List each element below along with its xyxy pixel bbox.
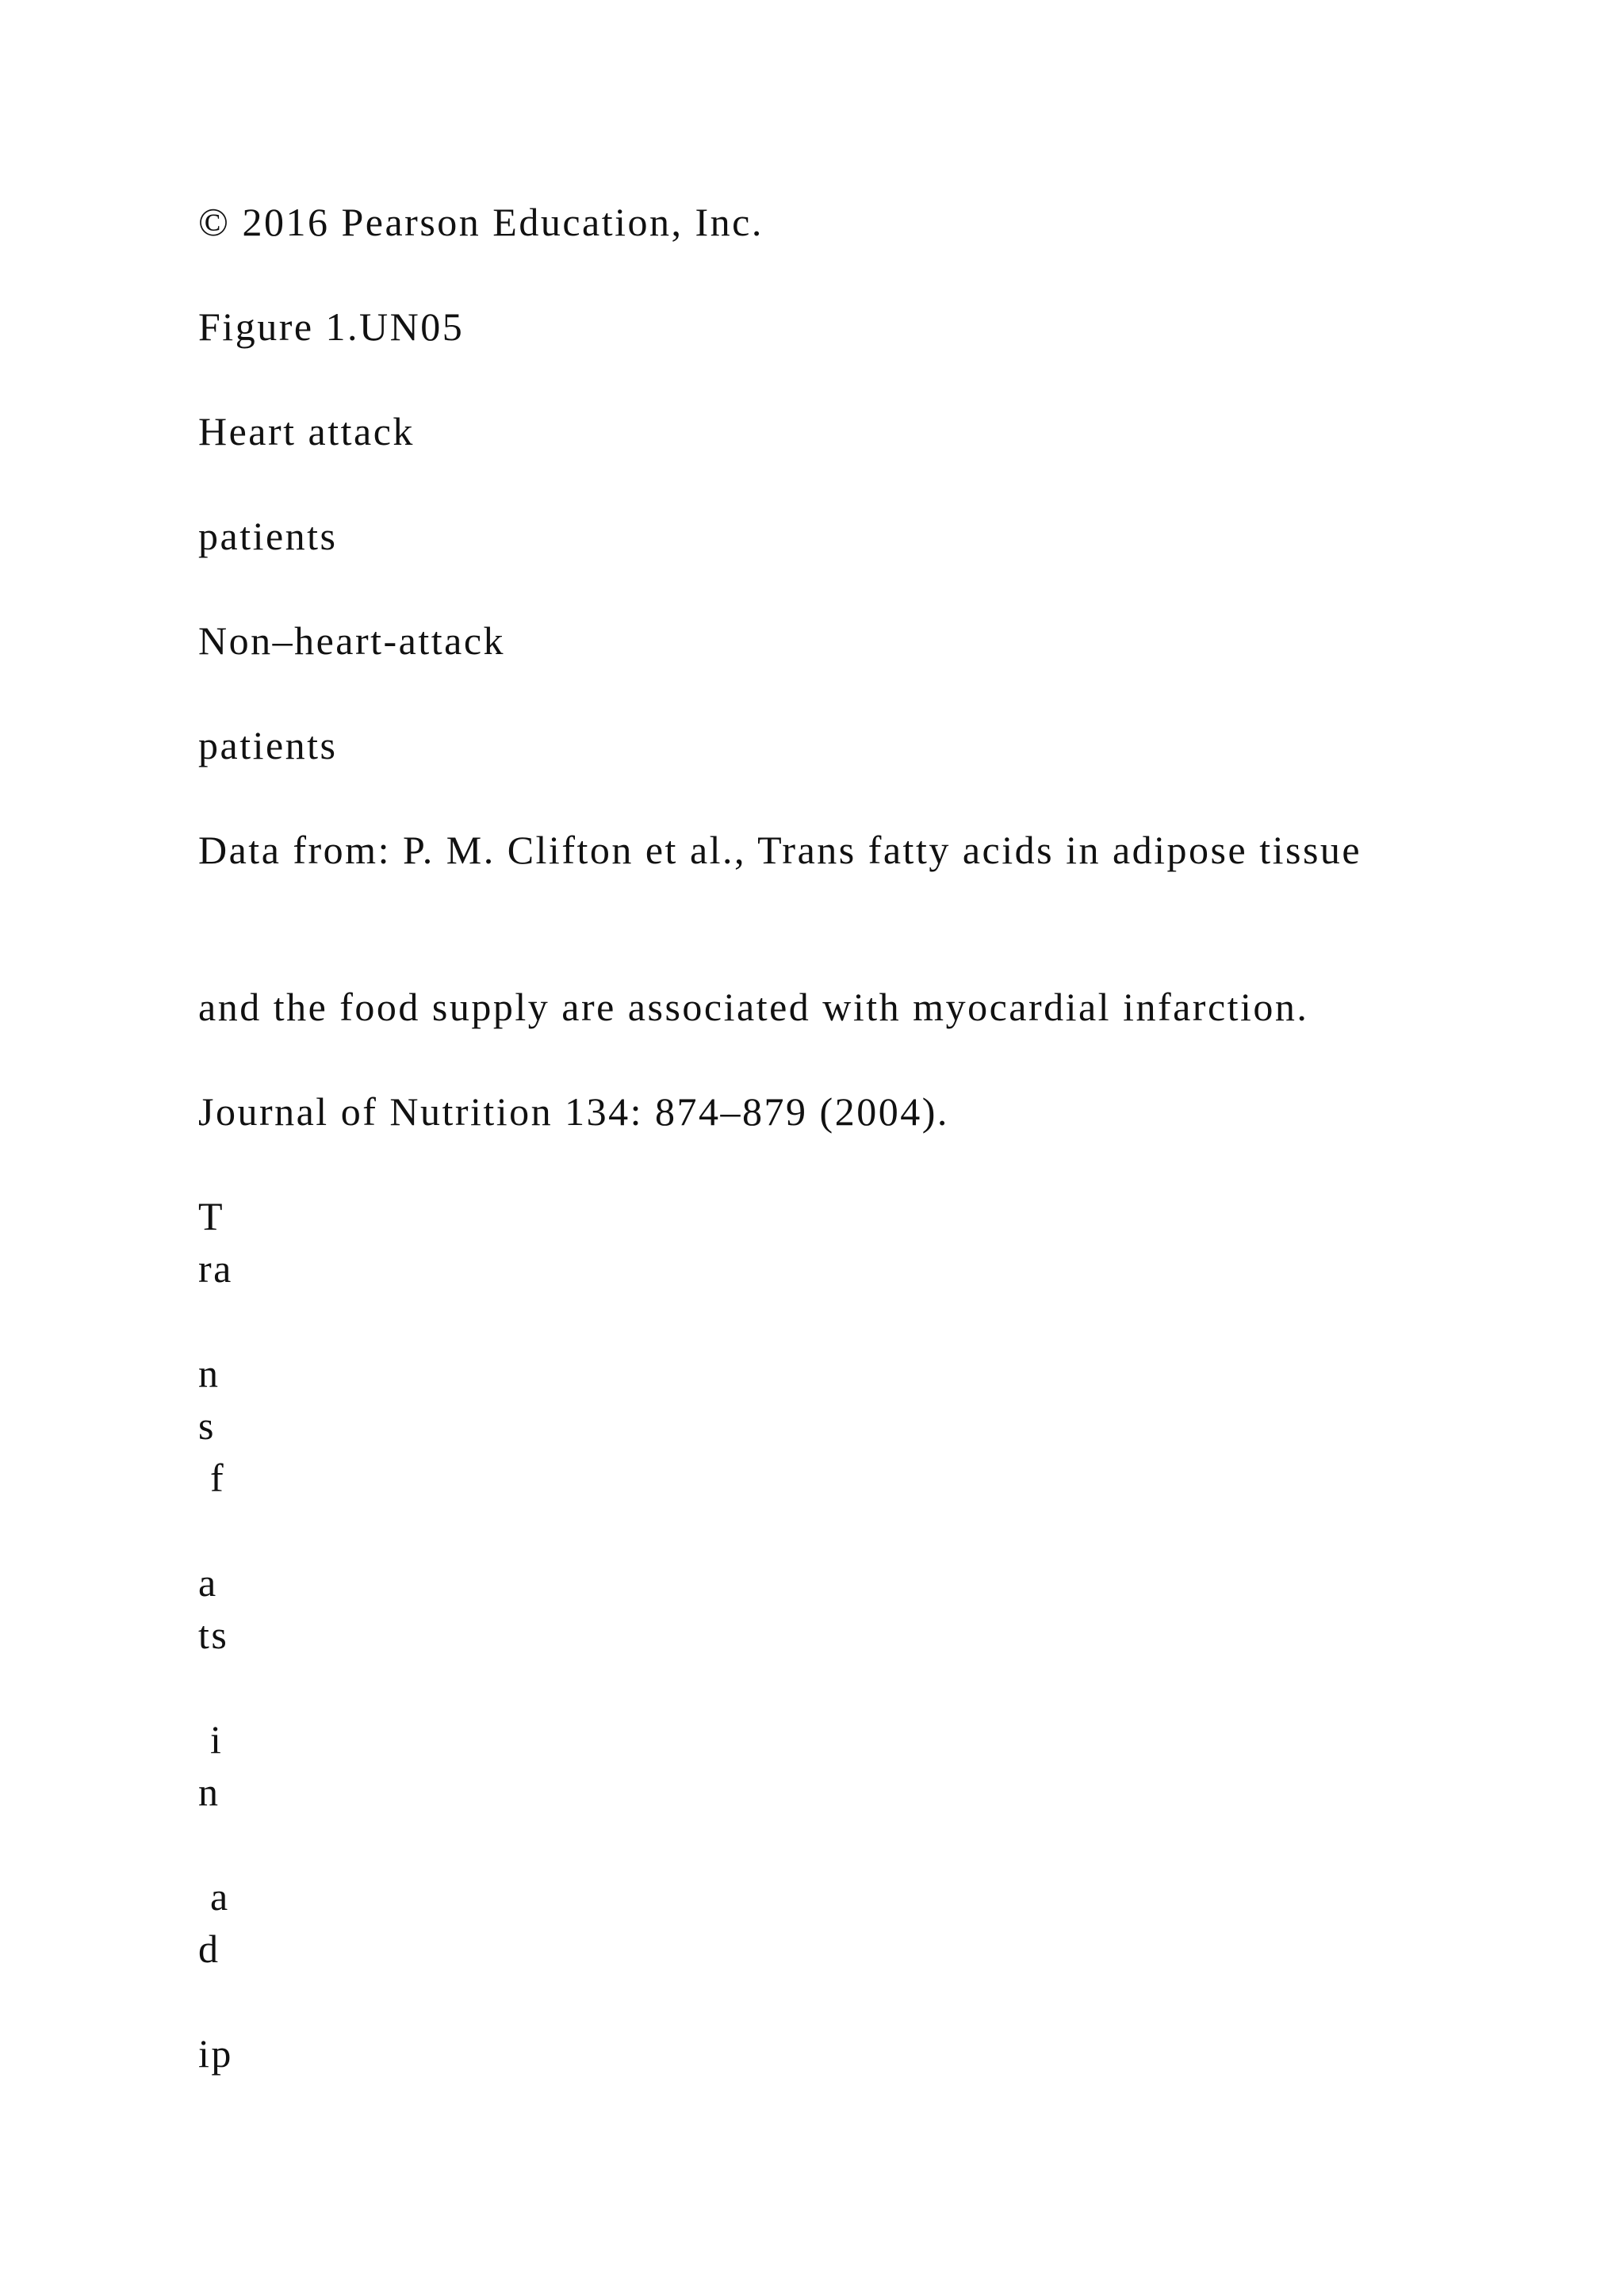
vertical-fragment: f bbox=[198, 1456, 226, 1500]
non-heart-attack-label-line2: patients bbox=[198, 723, 338, 767]
vertical-fragment: n bbox=[198, 1770, 220, 1814]
vertical-fragment: s bbox=[198, 1403, 216, 1448]
heart-attack-label-line1: Heart attack bbox=[198, 409, 415, 453]
vertical-fragment: a bbox=[198, 1874, 230, 1919]
vertical-fragment: d bbox=[198, 1927, 220, 1971]
vertical-fragment: T bbox=[198, 1194, 225, 1238]
heart-attack-label-line2: patients bbox=[198, 514, 338, 558]
figure-label: Figure 1.UN05 bbox=[198, 304, 465, 349]
source-citation-line3: Journal of Nutrition 134: 874–879 (2004). bbox=[198, 1089, 949, 1134]
copyright-line: © 2016 Pearson Education, Inc. bbox=[198, 200, 764, 244]
vertical-fragment: i bbox=[198, 1717, 224, 1762]
vertical-fragment: ip bbox=[198, 2031, 233, 2076]
vertical-fragment: a bbox=[198, 1560, 218, 1605]
vertical-fragment: ra bbox=[198, 1246, 233, 1291]
non-heart-attack-label-line1: Non–heart-attack bbox=[198, 618, 506, 663]
vertical-fragment: n bbox=[198, 1351, 220, 1395]
vertical-fragment: ts bbox=[198, 1613, 229, 1657]
source-citation-line2: and the food supply are associated with myocardial infarction. bbox=[198, 985, 1309, 1029]
source-citation-line1: Data from: P. M. Clifton et al., Trans fatty acids in adipose tissue bbox=[198, 828, 1362, 872]
